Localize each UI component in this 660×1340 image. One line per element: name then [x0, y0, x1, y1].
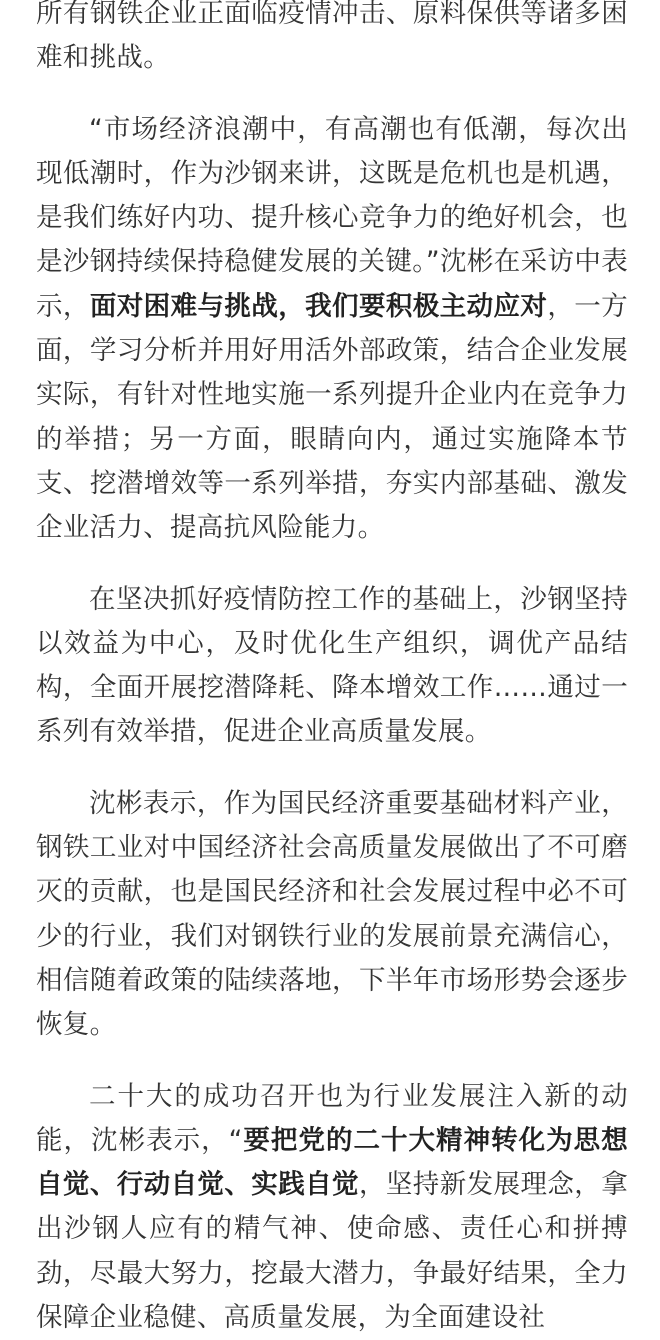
- paragraph-2-text-a: “市场经济浪潮中，有高潮也有低潮，每次出现低潮时，作为沙钢来讲，这既是危机也是机遇，是我们练好内功、提升核心竞争力的绝好机会，也是沙钢持续保持稳健发展的关键。”沈彬在采访中表示，: [36, 113, 628, 322]
- paragraph-4: 沈彬表示，作为国民经济重要基础材料产业，钢铁工业对中国经济社会高质量发展做出了不可磨灭的贡献，也是国民经济和社会发展过程中必不可少的行业，我们对钢铁行业的发展前景充满信心，相信随着政策的陆续落地，下半年市场形势会逐步恢复。: [36, 787, 628, 1041]
- paragraph-5-text-a: 二十大的成功召开也为行业发展注入新的动能，沈彬表示，“: [36, 1080, 628, 1156]
- article-body: [36, 0, 628, 1340]
- paragraph-3: 在坚决抓好疫情防控工作的基础上，沙钢坚持以效益为中心，及时优化生产组织，调优产品结构，全面开展挖潜降耗、降本增效工作……通过一系列有效举措，促进企业高质量发展。: [36, 583, 628, 748]
- paragraph-2: [36, 108, 628, 551]
- paragraph-1: 所有钢铁企业正面临疫情冲击、原料保供等诸多困难和挑战。: [36, 0, 628, 74]
- paragraph-5: [36, 1075, 628, 1340]
- paragraph-5-bold-text: 要把党的二十大精神转化为思想自觉、行动自觉、实践自觉: [36, 1124, 628, 1201]
- paragraph-2-text-c: ，一方面，学习分析并用好用活外部政策，结合企业发展实际，有针对性地实施一系列提升企业内在竞争力的举措；另一方面，眼睛向内，通过实施降本节支、挖潜增效等一系列举措，夯实内部基础、激发企业活力、提高抗风险能力。: [36, 290, 628, 544]
- paragraph-2-bold-text: 面对困难与挑战，我们要积极主动应对: [89, 290, 548, 322]
- paragraph-5-text-c: ，坚持新发展理念，拿出沙钢人应有的精气神、使命感、责任心和拼搏劲，尽最大努力，挖最大潜力，争最好结果，全力保障企业稳健、高质量发展，为全面建设社: [36, 1169, 628, 1334]
